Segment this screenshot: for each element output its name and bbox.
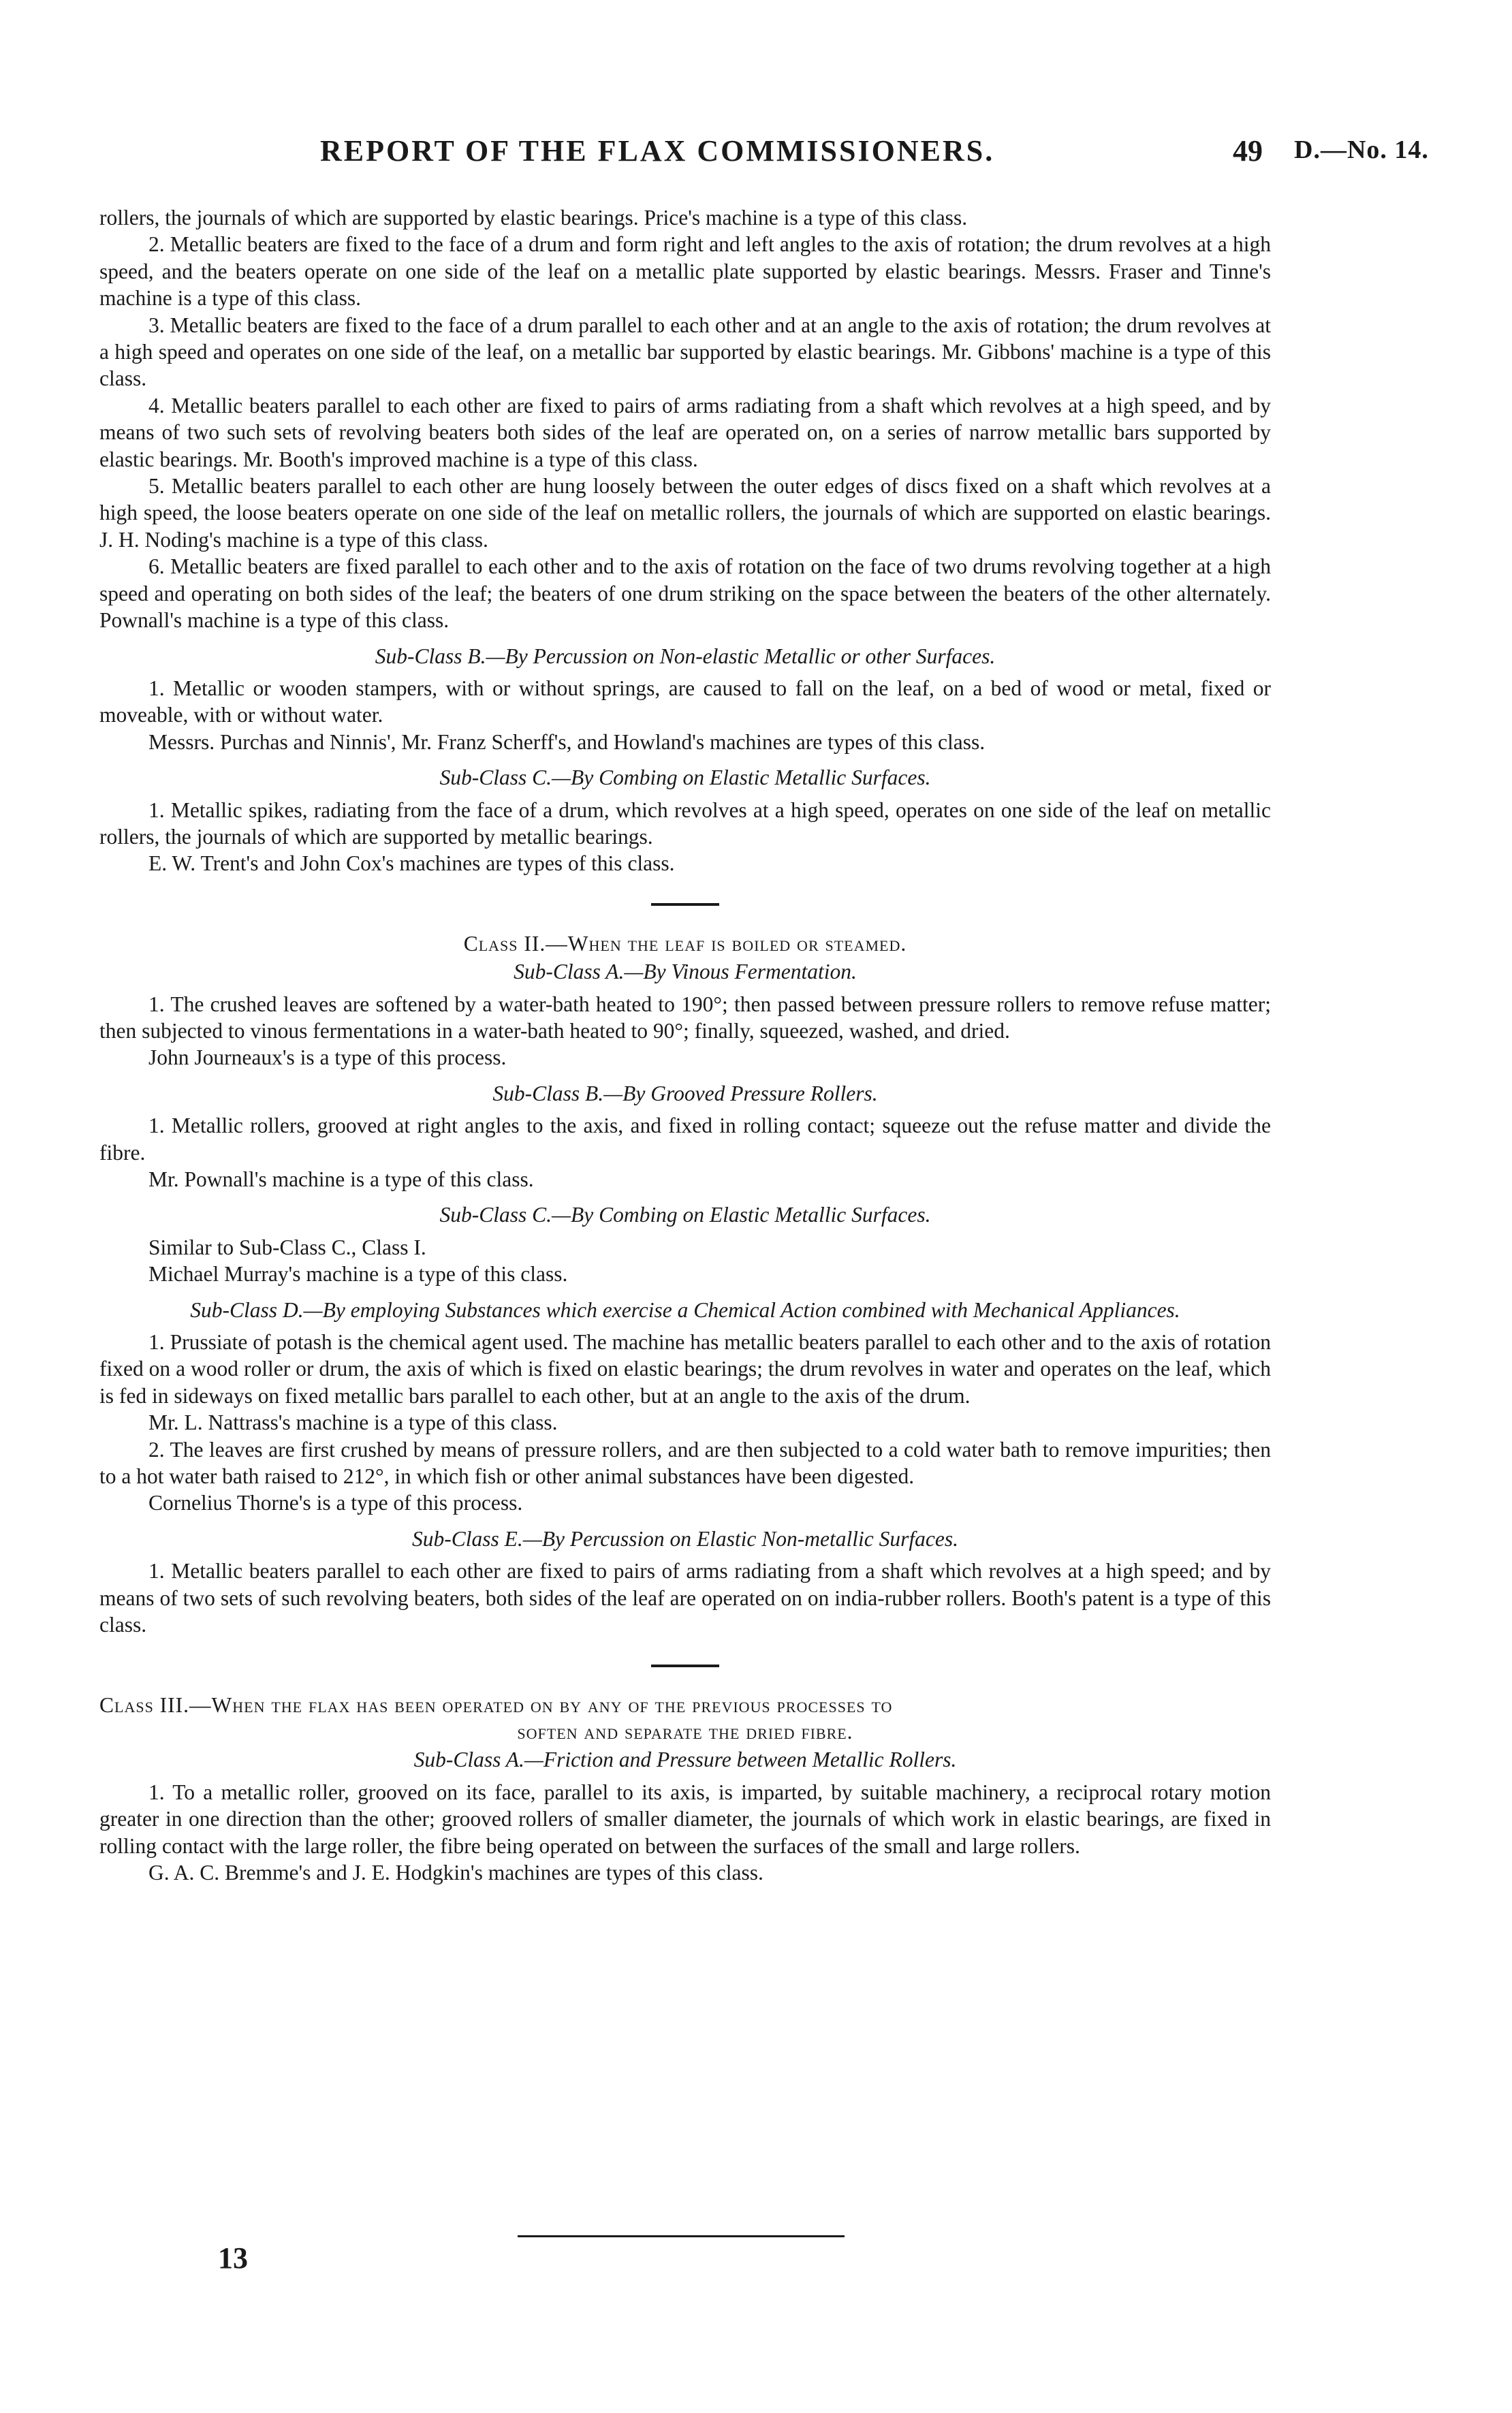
paragraph: E. W. Trent's and John Cox's machines are types of this class. — [148, 851, 675, 876]
paragraph: G. A. C. Bremme's and J. E. Hodgkin's machines are types of this class. — [148, 1860, 763, 1884]
subclass-heading: Sub-Class B.—By Grooved Pressure Rollers. — [492, 1081, 878, 1105]
subclass-heading: Sub-Class C.—By Combing on Elastic Metallic Surfaces. — [439, 1203, 931, 1227]
paragraph: 1. The crushed leaves are softened by a water-bath heated to 190°; then passed between pressure rollers to remove refuse matter; then subjected to vinous fermentations in a water-bath heated to 90°; finally, squeezed, washed, and dried. — [99, 992, 1271, 1043]
paragraph: Cornelius Thorne's is a type of this process. — [148, 1491, 523, 1515]
signature-number: 13 — [218, 2241, 248, 2275]
page-title: REPORT OF THE FLAX COMMISSIONERS. — [320, 134, 995, 168]
subclass-heading: Sub-Class E.—By Percussion on Elastic Non-metallic Surfaces. — [412, 1526, 958, 1551]
paragraph-item-3: 3. Metallic beaters are fixed to the face of a drum parallel to each other and at an angle to the axis of rotation; the drum revolves at a high speed and operates on one side of the leaf, on a metallic bar supported by elastic bearings. Mr. Gibbons' machine is a type of this class. — [99, 313, 1271, 391]
paragraph: Mr. Pownall's machine is a type of this class. — [148, 1167, 534, 1191]
paragraph-item-4: 4. Metallic beaters parallel to each other are fixed to pairs of arms radiating from a shaft which revolves at a high speed, and by means of two such sets of revolving beaters both sides of the leaf are operated on, on a series of narrow metallic bars supported by elastic bearings. Mr. Booth's improved machine is a type of this class. — [99, 393, 1271, 471]
body-text — [99, 204, 1271, 1886]
paragraph: Messrs. Purchas and Ninnis', Mr. Franz Scherff's, and Howland's machines are types of this class. — [148, 729, 986, 754]
paragraph-continuation: rollers, the journals of which are supported by elastic bearings. Price's machine is a type of this class. — [99, 206, 968, 230]
running-header — [0, 133, 1512, 188]
paragraph: 1. Metallic or wooden stampers, with or without springs, are caused to fall on the leaf, on a bed of wood or metal, fixed or moveable, with or without water. — [99, 676, 1271, 727]
class-heading-continued: soften and separate the dried fibre. — [517, 1719, 853, 1744]
paragraph: 1. To a metallic roller, grooved on its face, parallel to its axis, is imparted, by suitable machinery, a reciprocal rotary motion greater in one direction than the other; grooved rollers of smaller diameter, the journals of which work in elastic bearings, are fixed in rolling contact with the large roller, the fibre being operated on between the surfaces of the small and large rollers. — [99, 1780, 1271, 1858]
class-heading: Class III.—When the flax has been operated on by any of the previous processes to — [99, 1692, 893, 1717]
subclass-heading: Sub-Class C.—By Combing on Elastic Metallic Surfaces. — [439, 766, 931, 790]
paragraph-item-5: 5. Metallic beaters parallel to each other are hung loosely between the outer edges of discs fixed on a shaft which revolves at a high speed, the loose beaters operate on one side of the leaf on metallic rollers, the journals of which are supported on elastic bearings. J. H. Noding's machine is a type of this class. — [99, 474, 1271, 552]
section-divider — [651, 903, 719, 906]
subclass-heading: Sub-Class A.—By Vinous Fermentation. — [514, 960, 857, 984]
paragraph-item-2: 2. Metallic beaters are fixed to the face of a drum and form right and left angles to the axis of rotation; the drum revolves at a high speed, and the beaters operate on one side of the leaf on a metallic plate supported by elastic bearings. Messrs. Fraser and Tinne's machine is a type of this class. — [99, 232, 1271, 311]
page-number: 49 — [1233, 134, 1263, 168]
paragraph: John Journeaux's is a type of this process. — [148, 1045, 507, 1070]
paragraph: Similar to Sub-Class C., Class I. — [148, 1235, 426, 1259]
subclass-heading: Sub-Class A.—Friction and Pressure between Metallic Rollers. — [413, 1748, 957, 1772]
paragraph: 2. The leaves are first crushed by means of pressure rollers, and are then subjected to a cold water bath to remove impurities; then to a hot water bath raised to 212°, in which fish or other animal substances have been digested. — [99, 1437, 1271, 1489]
footer-rule — [518, 2235, 845, 2237]
paragraph: 1. Metallic rollers, grooved at right angles to the axis, and fixed in rolling contact; squeeze out the refuse matter and divide the fibre. — [99, 1114, 1271, 1165]
paragraph: 1. Metallic beaters parallel to each other are fixed to pairs of arms radiating from a shaft which revolves at a high speed; and by means of two sets of such revolving beaters, both sides of the leaf are operated on on india-rubber rollers. Booth's patent is a type of this class. — [99, 1559, 1271, 1637]
paragraph: 1. Prussiate of potash is the chemical agent used. The machine has metallic beaters parallel to each other and to the axis of rotation fixed on a wood roller or drum, the axis of which is fixed on elastic bearings; the drum revolves in water and operates on the leaf, which is fed in sideways on fixed metallic bars parallel to each other, but at an angle to the axis of the drum. — [99, 1330, 1271, 1408]
class-heading: Class II.—When the leaf is boiled or steamed. — [463, 931, 907, 956]
paragraph-item-6: 6. Metallic beaters are fixed parallel to each other and to the axis of rotation on the face of two drums revolving together at a high speed and operating on both sides of the leaf; the beaters of one drum striking on the space between the beaters of the other alternately. Pownall's machine is a type of this class. — [99, 554, 1271, 633]
paragraph: 1. Metallic spikes, radiating from the face of a drum, which revolves at a high speed, operates on one side of the leaf on metallic rollers, the journals of which are supported by metallic bearings. — [99, 798, 1271, 849]
document-reference: D.—No. 14. — [1294, 136, 1429, 164]
section-divider — [651, 1665, 719, 1667]
subclass-heading: Sub-Class B.—By Percussion on Non-elastic Metallic or other Surfaces. — [375, 644, 996, 668]
paragraph: Mr. L. Nattrass's machine is a type of this class. — [148, 1410, 558, 1435]
subclass-heading: Sub-Class D.—By employing Substances which exercise a Chemical Action combined with Mechanical Appliances. — [190, 1297, 1180, 1322]
paragraph: Michael Murray's machine is a type of this class. — [148, 1262, 568, 1287]
